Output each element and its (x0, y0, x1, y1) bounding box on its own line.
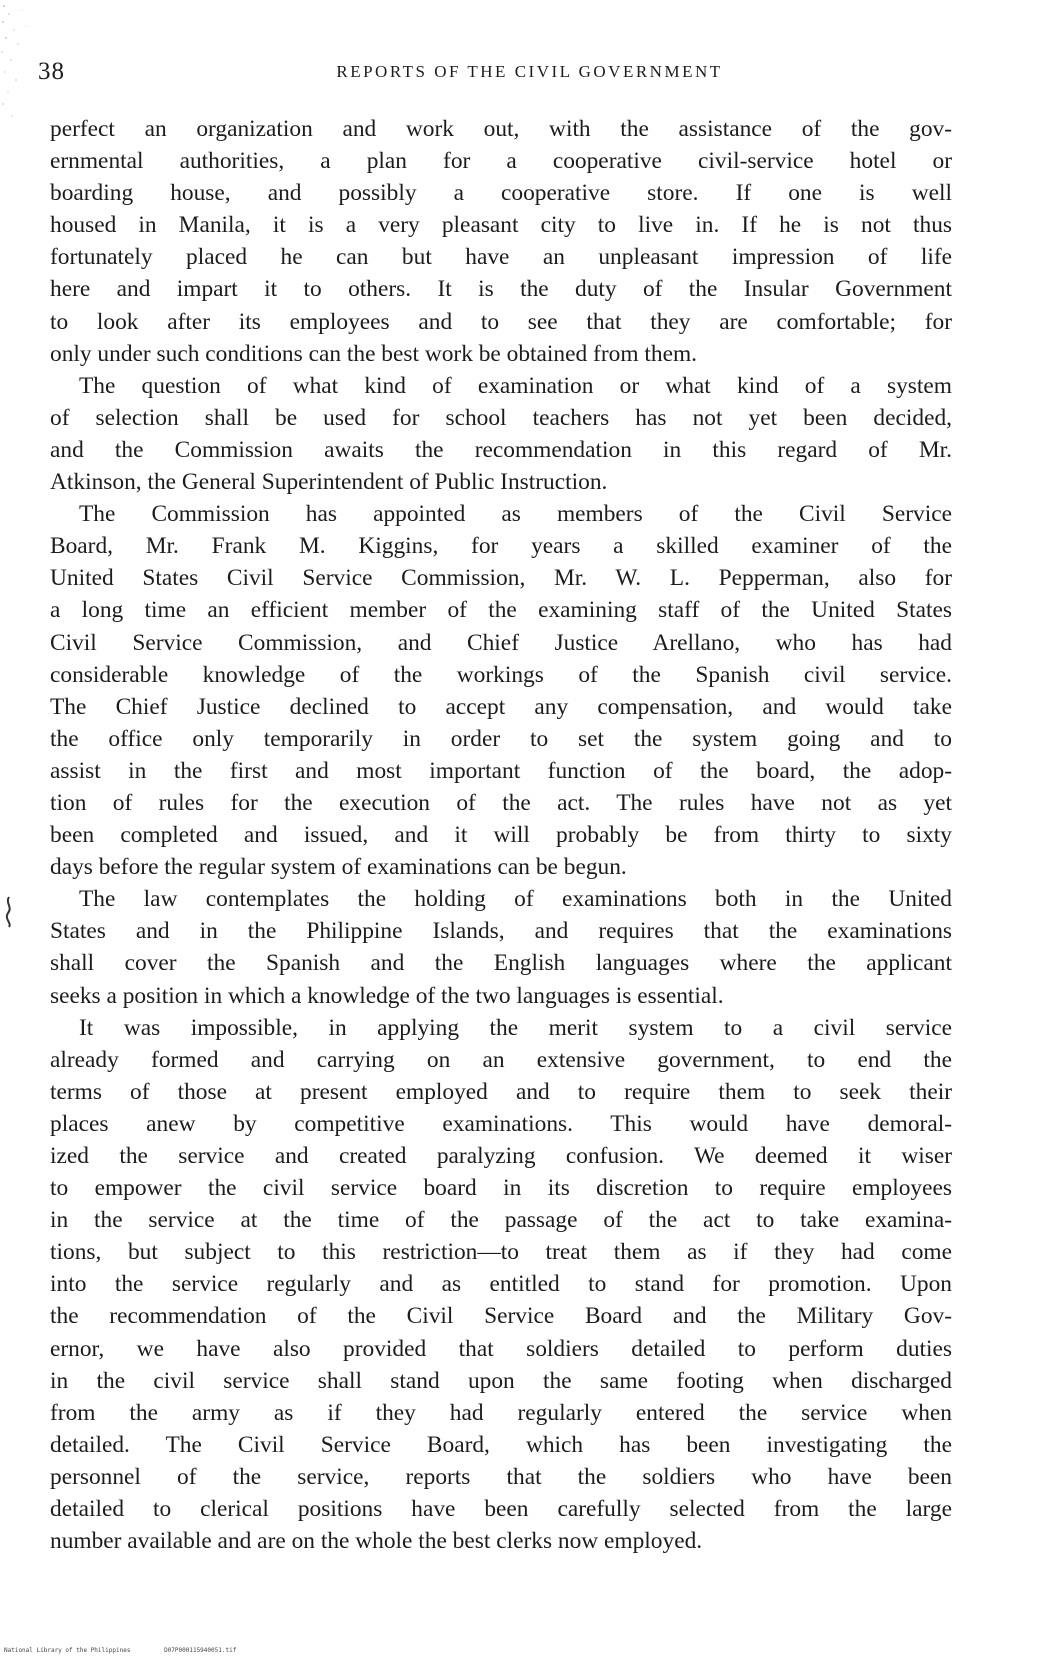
text-line: shall cover the Spanish and the English languages where the applicant (50, 950, 952, 977)
text-line: in the civil service shall stand upon the same footing when discharged (50, 1367, 952, 1394)
running-head: REPORTS OF THE CIVIL GOVERNMENT (336, 62, 723, 81)
scan-footer (4, 1647, 236, 1654)
text-line: tion of rules for the execution of the act. The rules have not as yet (50, 789, 952, 816)
text-line: the recommendation of the Civil Service Board and the Military Gov- (50, 1303, 952, 1330)
text-line: ernor, we have also provided that soldiers detailed to perform duties (50, 1335, 952, 1362)
text-line: only under such conditions can the best work be obtained from them. (50, 340, 697, 367)
text-line: of selection shall be used for school teachers has not yet been decided, (50, 404, 952, 431)
text-line: days before the regular system of examinations can be begun. (50, 854, 627, 881)
text-line: terms of those at present employed and to require them to seek their (50, 1078, 952, 1105)
text-line: to look after its employees and to see that they are comfortable; for (50, 308, 952, 335)
text-line: ized the service and created paralyzing confusion. We deemed it wiser (50, 1143, 952, 1169)
text-line: personnel of the service, reports that the soldiers who have been (50, 1463, 952, 1490)
text-line: from the army as if they had regularly entered the service when (50, 1399, 952, 1426)
text-line: States and in the Philippine Islands, and requires that the examinations (50, 918, 952, 945)
text-line: United States Civil Service Commission, Mr. W. L. Pepperman, also for (50, 565, 952, 592)
text-line: boarding house, and possibly a cooperative store. If one is well (50, 180, 952, 207)
text-line: Board, Mr. Frank M. Kiggins, for years a skilled examiner of the (50, 533, 952, 560)
text-line: already formed and carrying on an extensive government, to end the (50, 1046, 952, 1073)
text-line: detailed. The Civil Service Board, which has been investigating the (50, 1431, 952, 1458)
text-line: and the Commission awaits the recommendation in this regard of Mr. (50, 436, 952, 463)
text-line: ernmental authorities, a plan for a cooperative civil-service hotel or (50, 148, 952, 175)
text-line: seeks a position in which a knowledge of the two languages is essential. (50, 982, 724, 1009)
text-line: the office only temporarily in order to set the system going and to (50, 725, 952, 752)
footer-file: D07P000115940051.tif (164, 1647, 237, 1654)
text-line: tions, but subject to this restriction—to treat them as if they had come (50, 1239, 952, 1266)
text-line: housed in Manila, it is a very pleasant city to live in. If he is not thus (50, 212, 952, 239)
text-line: here and impart it to others. It is the duty of the Insular Government (50, 276, 952, 303)
body-text (50, 113, 952, 1557)
text-line: in the service at the time of the passage of the act to take examina- (50, 1207, 952, 1234)
text-line: The question of what kind of examination or what kind of a system (79, 372, 952, 399)
text-line: The law contemplates the holding of examinations both in the United (79, 886, 952, 913)
page-number: 38 (38, 58, 65, 85)
text-line: fortunately placed he can but have an unpleasant impression of life (50, 244, 952, 271)
text-line: a long time an efficient member of the examining staff of the United States (50, 597, 952, 624)
text-line: Atkinson, the General Superintendent of Public Instruction. (50, 469, 608, 496)
text-line: It was impossible, in applying the merit system to a civil service (79, 1014, 952, 1041)
text-line: The Chief Justice declined to accept any compensation, and would take (50, 693, 952, 720)
text-line: places anew by competitive examinations. This would have demoral- (50, 1110, 952, 1137)
text-line: detailed to clerical positions have been carefully selected from the large (50, 1496, 952, 1523)
margin-ink-mark (2, 895, 16, 935)
text-line: The Commission has appointed as members of the Civil Service (79, 501, 952, 528)
text-line: into the service regularly and as entitled to stand for promotion. Upon (50, 1271, 952, 1298)
footer-library: National Library of the Philippines (4, 1647, 131, 1654)
text-line: Civil Service Commission, and Chief Justice Arellano, who has had (50, 629, 952, 656)
text-line: been completed and issued, and it will probably be from thirty to sixty (50, 822, 952, 849)
text-line: perfect an organization and work out, with the assistance of the gov- (50, 116, 952, 142)
text-line: number available and are on the whole the best clerks now employed. (50, 1528, 703, 1555)
text-line: to empower the civil service board in its discretion to require employees (50, 1175, 952, 1202)
text-line: considerable knowledge of the workings of the Spanish civil service. (50, 661, 952, 688)
text-line: assist in the first and most important function of the board, the adop- (50, 757, 952, 784)
